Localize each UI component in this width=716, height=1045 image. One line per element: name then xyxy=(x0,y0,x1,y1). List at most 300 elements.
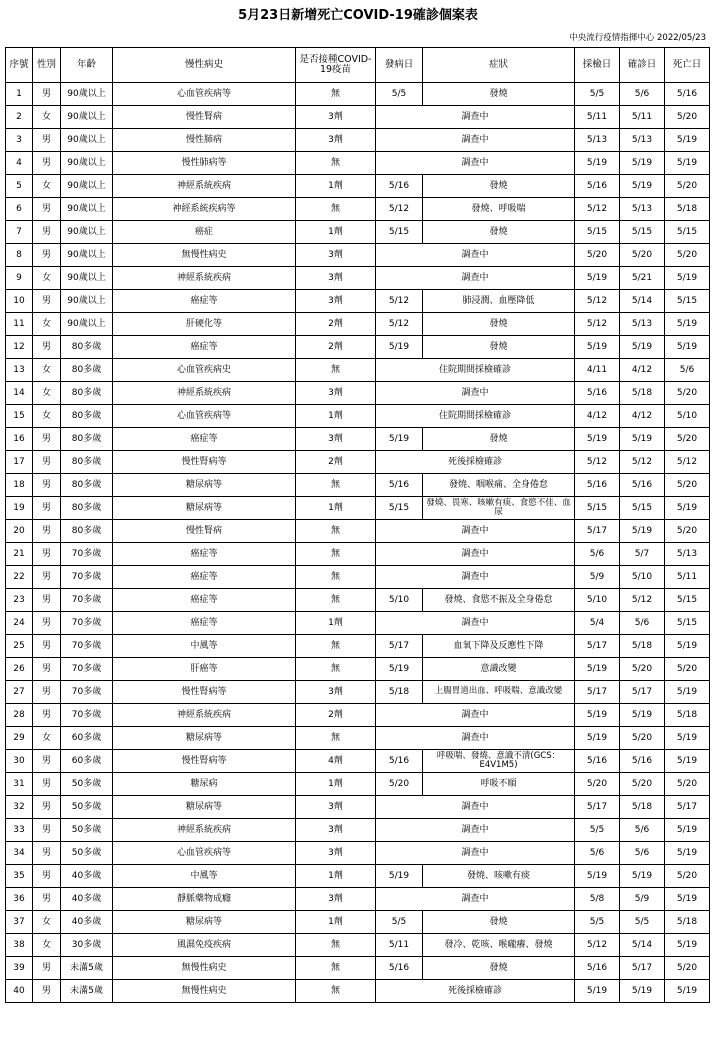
table-cell: 男 xyxy=(33,819,61,842)
table-cell: 癌症等 xyxy=(113,612,296,635)
table-row xyxy=(6,911,710,934)
table-cell: 發燒 xyxy=(423,336,575,359)
table-cell: 神經系統疾病 xyxy=(113,819,296,842)
table-row xyxy=(6,175,710,198)
table-cell: 5/12 xyxy=(376,198,423,221)
table-row xyxy=(6,773,710,796)
table-cell: 5/10 xyxy=(620,566,665,589)
table-row xyxy=(6,198,710,221)
table-cell: 死後採檢確診 xyxy=(376,980,575,1003)
table-row xyxy=(6,681,710,704)
table-cell: 90歲以上 xyxy=(61,267,113,290)
table-cell: 女 xyxy=(33,405,61,428)
table-cell: 調查中 xyxy=(376,888,575,911)
table-cell: 5/6 xyxy=(620,819,665,842)
table-cell: 調查中 xyxy=(376,543,575,566)
table-cell: 神經系統疾病 xyxy=(113,175,296,198)
table-cell: 5/15 xyxy=(575,497,620,520)
table-cell: 80多歲 xyxy=(61,428,113,451)
table-cell: 5/6 xyxy=(575,842,620,865)
table-cell: 男 xyxy=(33,474,61,497)
table-cell: 5/20 xyxy=(665,244,710,267)
table-cell: 5/19 xyxy=(575,727,620,750)
table-cell: 5/15 xyxy=(665,612,710,635)
table-row xyxy=(6,865,710,888)
table-cell: 男 xyxy=(33,520,61,543)
table-cell: 5/15 xyxy=(376,221,423,244)
table-cell: 5/19 xyxy=(575,704,620,727)
table-cell: 5/20 xyxy=(665,175,710,198)
table-cell: 男 xyxy=(33,888,61,911)
table-cell: 無 xyxy=(296,359,376,382)
table-cell: 男 xyxy=(33,83,61,106)
table-cell: 男 xyxy=(33,589,61,612)
table-cell: 5/15 xyxy=(620,221,665,244)
table-cell: 80多歲 xyxy=(61,359,113,382)
table-cell: 60多歲 xyxy=(61,727,113,750)
table-cell: 心血管疾病史 xyxy=(113,359,296,382)
table-cell: 5/19 xyxy=(620,980,665,1003)
table-cell: 9 xyxy=(6,267,33,290)
table-cell: 住院期間採檢確診 xyxy=(376,405,575,428)
table-cell: 未滿5歲 xyxy=(61,957,113,980)
table-cell: 4/11 xyxy=(575,359,620,382)
source-note: 中央流行疫情指揮中心 2022/05/23 xyxy=(569,33,706,43)
table-cell: 呼吸不順 xyxy=(423,773,575,796)
table-cell: 5/17 xyxy=(620,957,665,980)
table-cell: 16 xyxy=(6,428,33,451)
table-cell: 未滿5歲 xyxy=(61,980,113,1003)
table-cell: 慢性腎病 xyxy=(113,520,296,543)
table-cell: 5/10 xyxy=(376,589,423,612)
table-row xyxy=(6,934,710,957)
table-cell: 調查中 xyxy=(376,704,575,727)
table-cell: 5/16 xyxy=(376,957,423,980)
table-cell: 5/18 xyxy=(665,198,710,221)
table-cell: 3劑 xyxy=(296,796,376,819)
table-cell: 29 xyxy=(6,727,33,750)
table-cell: 癌症等 xyxy=(113,543,296,566)
table-cell: 5/19 xyxy=(665,819,710,842)
table-cell: 5/19 xyxy=(665,313,710,336)
table-row xyxy=(6,612,710,635)
table-cell: 80多歲 xyxy=(61,497,113,520)
table-row xyxy=(6,635,710,658)
table-cell: 80多歲 xyxy=(61,382,113,405)
table-cell: 糖尿病等 xyxy=(113,727,296,750)
table-cell: 24 xyxy=(6,612,33,635)
table-cell: 2劑 xyxy=(296,336,376,359)
table-cell: 90歲以上 xyxy=(61,152,113,175)
table-cell: 5/20 xyxy=(665,474,710,497)
header-cell: 發病日 xyxy=(376,48,423,83)
table-cell: 5/19 xyxy=(620,175,665,198)
table-cell: 3劑 xyxy=(296,842,376,865)
table-cell: 1劑 xyxy=(296,405,376,428)
table-cell: 中風等 xyxy=(113,865,296,888)
table-cell: 女 xyxy=(33,382,61,405)
table-row xyxy=(6,957,710,980)
table-cell: 5/6 xyxy=(620,612,665,635)
table-cell: 4/12 xyxy=(575,405,620,428)
table-cell: 5/16 xyxy=(575,175,620,198)
table-cell: 37 xyxy=(6,911,33,934)
table-cell: 5/20 xyxy=(665,428,710,451)
table-cell: 男 xyxy=(33,681,61,704)
table-cell: 呼吸喘、發燒、意識不清(GCS：E4V1M5) xyxy=(423,750,575,773)
table-cell: 8 xyxy=(6,244,33,267)
table-cell: 5/17 xyxy=(575,520,620,543)
table-cell: 5/20 xyxy=(665,520,710,543)
table-cell: 癌症等 xyxy=(113,566,296,589)
table-cell: 5/16 xyxy=(376,750,423,773)
table-cell: 5/19 xyxy=(575,336,620,359)
table-cell: 23 xyxy=(6,589,33,612)
table-cell: 女 xyxy=(33,934,61,957)
table-row xyxy=(6,543,710,566)
table-cell: 5/12 xyxy=(620,451,665,474)
table-cell: 調查中 xyxy=(376,819,575,842)
table-cell: 70多歲 xyxy=(61,543,113,566)
header-cell: 慢性病史 xyxy=(113,48,296,83)
table-cell: 5/13 xyxy=(575,129,620,152)
table-cell: 發冷、乾咳、喉嚨癢、發燒 xyxy=(423,934,575,957)
table-cell: 男 xyxy=(33,842,61,865)
table-cell: 住院期間採檢確診 xyxy=(376,359,575,382)
table-cell: 3劑 xyxy=(296,290,376,313)
table-cell: 心血管疾病等 xyxy=(113,83,296,106)
header-cell: 確診日 xyxy=(620,48,665,83)
table-cell: 15 xyxy=(6,405,33,428)
table-cell: 80多歲 xyxy=(61,451,113,474)
table-cell: 5/19 xyxy=(575,152,620,175)
table-cell: 13 xyxy=(6,359,33,382)
table-cell: 50多歲 xyxy=(61,796,113,819)
table-cell: 5/19 xyxy=(575,658,620,681)
table-cell: 女 xyxy=(33,727,61,750)
table-cell: 男 xyxy=(33,704,61,727)
table-cell: 調查中 xyxy=(376,612,575,635)
table-row xyxy=(6,221,710,244)
table-cell: 5/19 xyxy=(665,129,710,152)
table-cell: 5/9 xyxy=(620,888,665,911)
table-cell: 5/19 xyxy=(575,980,620,1003)
table-cell: 無 xyxy=(296,543,376,566)
table-cell: 5/15 xyxy=(665,221,710,244)
table-cell: 40多歲 xyxy=(61,911,113,934)
table-cell: 70多歲 xyxy=(61,635,113,658)
table-cell: 40多歲 xyxy=(61,888,113,911)
table-cell: 90歲以上 xyxy=(61,129,113,152)
table-cell: 21 xyxy=(6,543,33,566)
table-cell: 發燒 xyxy=(423,83,575,106)
table-cell: 風濕免疫疾病 xyxy=(113,934,296,957)
table-cell: 3劑 xyxy=(296,681,376,704)
table-cell: 39 xyxy=(6,957,33,980)
table-cell: 5/5 xyxy=(575,83,620,106)
table-cell: 男 xyxy=(33,980,61,1003)
table-cell: 70多歲 xyxy=(61,681,113,704)
table-cell: 發燒、食慾不振及全身倦怠 xyxy=(423,589,575,612)
table-cell: 調查中 xyxy=(376,796,575,819)
header-cell: 序號 xyxy=(6,48,33,83)
table-cell: 無 xyxy=(296,589,376,612)
table-cell: 5/19 xyxy=(665,727,710,750)
table-cell: 血氧下降及反應性下降 xyxy=(423,635,575,658)
table-cell: 男 xyxy=(33,221,61,244)
table-cell: 發燒 xyxy=(423,175,575,198)
table-cell: 5/19 xyxy=(620,865,665,888)
table-cell: 3劑 xyxy=(296,106,376,129)
table-cell: 5/21 xyxy=(620,267,665,290)
table-cell: 5/16 xyxy=(620,750,665,773)
table-cell: 5/10 xyxy=(575,589,620,612)
table-row xyxy=(6,980,710,1003)
table-cell: 5/4 xyxy=(575,612,620,635)
table-cell: 發燒 xyxy=(423,911,575,934)
table-row xyxy=(6,796,710,819)
table-cell: 70多歲 xyxy=(61,566,113,589)
table-cell: 5/19 xyxy=(620,152,665,175)
table-cell: 22 xyxy=(6,566,33,589)
table-cell: 5/12 xyxy=(665,451,710,474)
table-cell: 5/20 xyxy=(575,773,620,796)
table-cell: 5/6 xyxy=(575,543,620,566)
table-cell: 發燒、畏寒、咳嗽有痰、食慾不佳、血尿 xyxy=(423,497,575,520)
table-cell: 5/15 xyxy=(575,221,620,244)
table-cell: 1劑 xyxy=(296,175,376,198)
table-cell: 男 xyxy=(33,543,61,566)
table-cell: 上腸胃道出血、呼吸喘、意識改變 xyxy=(423,681,575,704)
table-cell: 5/20 xyxy=(620,658,665,681)
table-cell: 5/12 xyxy=(575,198,620,221)
table-row xyxy=(6,106,710,129)
table-cell: 5/18 xyxy=(665,704,710,727)
table-cell: 女 xyxy=(33,313,61,336)
table-cell: 5/6 xyxy=(620,83,665,106)
table-cell: 3劑 xyxy=(296,888,376,911)
header-cell: 是否接種COVID-19疫苗 xyxy=(296,48,376,83)
table-cell: 50多歲 xyxy=(61,773,113,796)
header-cell: 死亡日 xyxy=(665,48,710,83)
table-row xyxy=(6,566,710,589)
table-row xyxy=(6,129,710,152)
table-cell: 糖尿病等 xyxy=(113,911,296,934)
table-cell: 5/8 xyxy=(575,888,620,911)
table-cell: 5/14 xyxy=(620,934,665,957)
table-cell: 5/14 xyxy=(620,290,665,313)
table-cell: 調查中 xyxy=(376,566,575,589)
table-cell: 5/20 xyxy=(665,773,710,796)
table-cell: 癌症等 xyxy=(113,290,296,313)
table-cell: 5/20 xyxy=(665,957,710,980)
table-cell: 3劑 xyxy=(296,819,376,842)
table-cell: 5/11 xyxy=(620,106,665,129)
table-cell: 發燒、呼吸喘 xyxy=(423,198,575,221)
table-row xyxy=(6,382,710,405)
table-cell: 5/5 xyxy=(575,911,620,934)
table-cell: 5/16 xyxy=(665,83,710,106)
table-cell: 5/19 xyxy=(665,980,710,1003)
table-cell: 調查中 xyxy=(376,520,575,543)
table-cell: 5/17 xyxy=(665,796,710,819)
table-cell: 31 xyxy=(6,773,33,796)
table-cell: 5/19 xyxy=(665,842,710,865)
table-cell: 意識改變 xyxy=(423,658,575,681)
table-cell: 發燒 xyxy=(423,313,575,336)
table-cell: 調查中 xyxy=(376,382,575,405)
table-row xyxy=(6,428,710,451)
table-cell: 5/18 xyxy=(620,796,665,819)
table-cell: 發燒、咳嗽有痰 xyxy=(423,865,575,888)
table-cell: 5/19 xyxy=(575,267,620,290)
table-cell: 無慢性病史 xyxy=(113,244,296,267)
table-cell: 癌症等 xyxy=(113,428,296,451)
table-cell: 80多歲 xyxy=(61,336,113,359)
table-cell: 5/19 xyxy=(376,865,423,888)
table-cell: 男 xyxy=(33,336,61,359)
table-cell: 女 xyxy=(33,911,61,934)
table-cell: 男 xyxy=(33,957,61,980)
table-cell: 女 xyxy=(33,359,61,382)
table-cell: 26 xyxy=(6,658,33,681)
table-cell: 男 xyxy=(33,497,61,520)
table-cell: 神經系統疾病等 xyxy=(113,198,296,221)
table-cell: 90歲以上 xyxy=(61,198,113,221)
table-cell: 男 xyxy=(33,566,61,589)
table-cell: 神經系統疾病 xyxy=(113,704,296,727)
table-cell: 32 xyxy=(6,796,33,819)
table-cell: 5/19 xyxy=(620,704,665,727)
table-cell: 6 xyxy=(6,198,33,221)
table-cell: 80多歲 xyxy=(61,474,113,497)
table-cell: 80多歲 xyxy=(61,405,113,428)
table-cell: 5/20 xyxy=(575,244,620,267)
table-cell: 3劑 xyxy=(296,129,376,152)
table-cell: 5/5 xyxy=(376,911,423,934)
table-cell: 無 xyxy=(296,658,376,681)
table-cell: 5/20 xyxy=(620,727,665,750)
table-cell: 無 xyxy=(296,727,376,750)
table-cell: 男 xyxy=(33,796,61,819)
header-cell: 採檢日 xyxy=(575,48,620,83)
table-cell: 3劑 xyxy=(296,244,376,267)
table-cell: 5/12 xyxy=(575,451,620,474)
table-cell: 70多歲 xyxy=(61,612,113,635)
case-rows xyxy=(6,83,710,1003)
table-cell: 男 xyxy=(33,750,61,773)
table-cell: 無 xyxy=(296,474,376,497)
table-cell: 男 xyxy=(33,658,61,681)
table-cell: 5/5 xyxy=(376,83,423,106)
table-cell: 無 xyxy=(296,520,376,543)
table-row xyxy=(6,888,710,911)
table-cell: 5/17 xyxy=(575,796,620,819)
table-cell: 5/16 xyxy=(575,382,620,405)
table-cell: 5/20 xyxy=(665,382,710,405)
table-cell: 男 xyxy=(33,244,61,267)
header-cell: 性別 xyxy=(33,48,61,83)
table-cell: 5/17 xyxy=(620,681,665,704)
table-cell: 5/9 xyxy=(575,566,620,589)
table-cell: 發燒 xyxy=(423,957,575,980)
table-row xyxy=(6,474,710,497)
table-cell: 無 xyxy=(296,566,376,589)
table-cell: 1劑 xyxy=(296,497,376,520)
table-cell: 5/19 xyxy=(620,428,665,451)
table-cell: 5/12 xyxy=(376,290,423,313)
table-cell: 5/19 xyxy=(620,336,665,359)
table-cell: 肝硬化等 xyxy=(113,313,296,336)
table-cell: 90歲以上 xyxy=(61,175,113,198)
table-cell: 5/12 xyxy=(575,313,620,336)
table-cell: 50多歲 xyxy=(61,819,113,842)
table-cell: 調查中 xyxy=(376,727,575,750)
table-row xyxy=(6,819,710,842)
table-cell: 慢性腎病等 xyxy=(113,681,296,704)
table-cell: 5/15 xyxy=(620,497,665,520)
table-cell: 男 xyxy=(33,198,61,221)
table-cell: 慢性腎病 xyxy=(113,106,296,129)
table-cell: 無 xyxy=(296,198,376,221)
table-cell: 5/19 xyxy=(665,888,710,911)
table-row xyxy=(6,267,710,290)
table-cell: 5/16 xyxy=(376,175,423,198)
table-cell: 12 xyxy=(6,336,33,359)
table-cell: 5/19 xyxy=(575,428,620,451)
table-cell: 36 xyxy=(6,888,33,911)
table-row xyxy=(6,497,710,520)
table-cell: 19 xyxy=(6,497,33,520)
table-cell: 5/20 xyxy=(620,244,665,267)
table-cell: 5/19 xyxy=(376,658,423,681)
table-cell: 男 xyxy=(33,290,61,313)
table-cell: 35 xyxy=(6,865,33,888)
table-cell: 30多歲 xyxy=(61,934,113,957)
table-cell: 5/19 xyxy=(376,336,423,359)
table-cell: 發燒、咽喉痛、全身倦怠 xyxy=(423,474,575,497)
table-cell: 5/19 xyxy=(575,865,620,888)
table-cell: 肺浸潤、血壓降低 xyxy=(423,290,575,313)
table-cell: 心血管疾病等 xyxy=(113,405,296,428)
table-cell: 5/12 xyxy=(575,290,620,313)
table-cell: 90歲以上 xyxy=(61,106,113,129)
table-cell: 5/18 xyxy=(376,681,423,704)
table-cell: 5/19 xyxy=(376,428,423,451)
table-cell: 男 xyxy=(33,428,61,451)
table-cell: 5/12 xyxy=(376,313,423,336)
table-cell: 5/19 xyxy=(665,152,710,175)
table-cell: 1劑 xyxy=(296,911,376,934)
table-row xyxy=(6,313,710,336)
table-cell: 90歲以上 xyxy=(61,290,113,313)
table-cell: 10 xyxy=(6,290,33,313)
table-row xyxy=(6,704,710,727)
table-cell: 男 xyxy=(33,635,61,658)
table-cell: 調查中 xyxy=(376,106,575,129)
page-title: 5月23日新增死亡COVID-19確診個案表 xyxy=(238,8,478,23)
table-cell: 男 xyxy=(33,152,61,175)
table-cell: 18 xyxy=(6,474,33,497)
header-cell: 年齡 xyxy=(61,48,113,83)
table-cell: 4 xyxy=(6,152,33,175)
table-cell: 60多歲 xyxy=(61,750,113,773)
table-cell: 5/20 xyxy=(376,773,423,796)
table-cell: 5/16 xyxy=(575,750,620,773)
table-cell: 無慢性病史 xyxy=(113,980,296,1003)
table-cell: 5/11 xyxy=(376,934,423,957)
table-cell: 糖尿病等 xyxy=(113,497,296,520)
